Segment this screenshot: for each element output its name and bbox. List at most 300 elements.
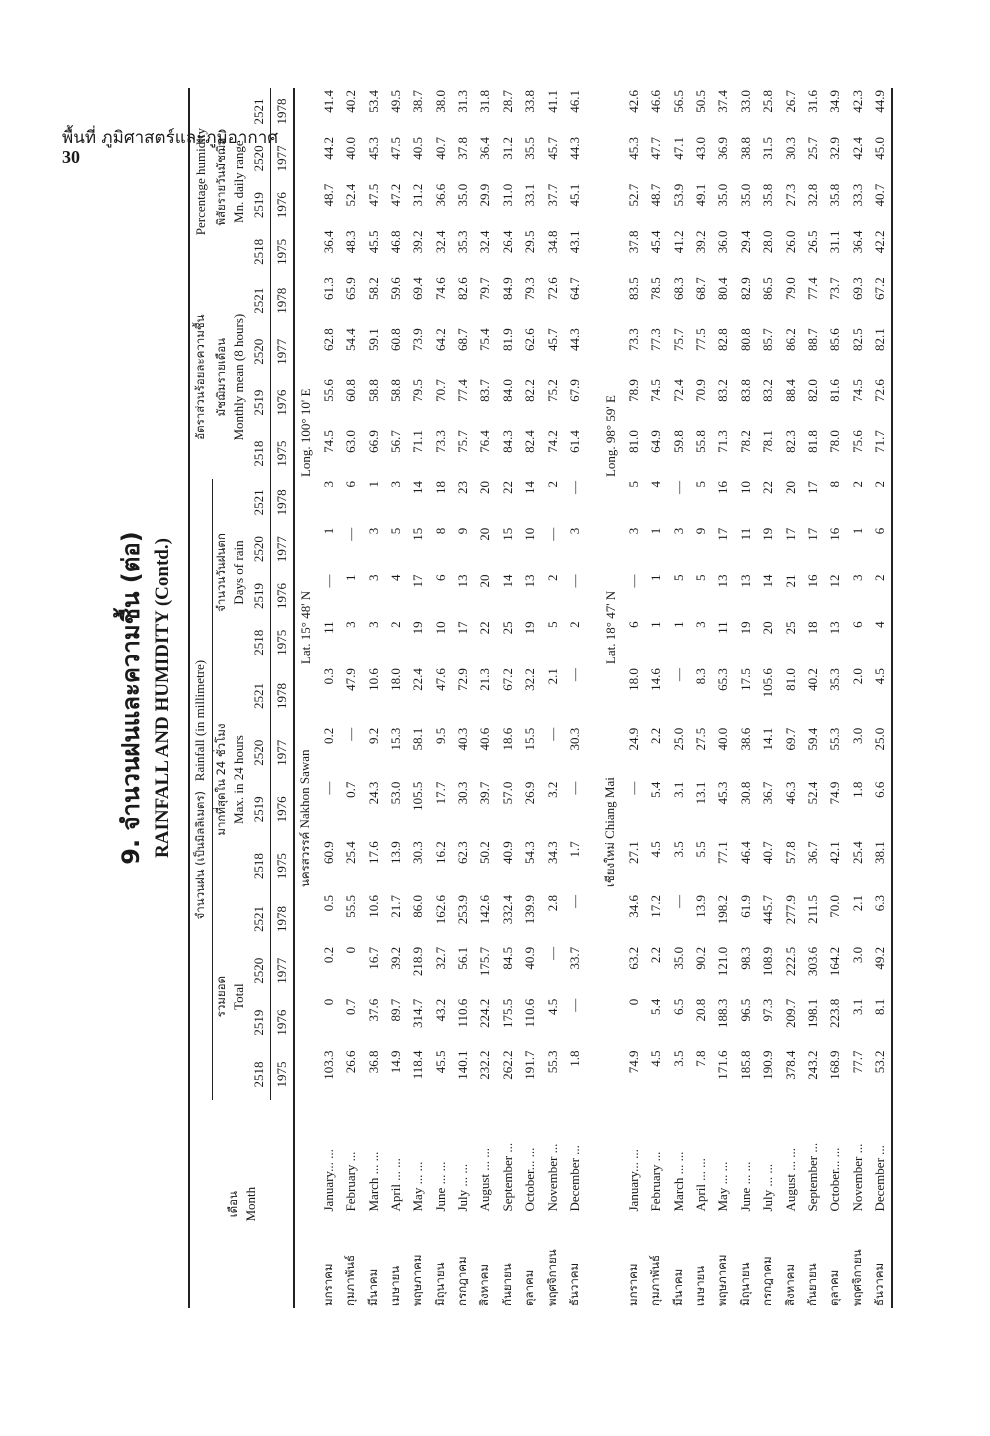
table-row	[362, 88, 384, 1308]
total-cell: 262.2	[499, 1050, 515, 1080]
mean-cell: 62.8	[320, 328, 336, 351]
range-cell: 29.5	[522, 230, 538, 254]
month-thai: มกราคม	[625, 1263, 640, 1306]
total-cell: 243.2	[804, 1050, 820, 1080]
days-cell: 19	[737, 621, 753, 635]
table-row	[564, 88, 586, 1308]
table-row	[541, 88, 563, 1308]
range-cell: 45.5	[365, 230, 381, 254]
max-cell: 17.6	[365, 841, 381, 864]
month-english: May ... ...	[715, 1161, 731, 1212]
total-cell: 3.0	[849, 946, 865, 964]
mean-header: มัชฌิมรายเดือน Monthly mean (8 hours)	[214, 313, 247, 441]
range-cell: 56.5	[670, 90, 686, 113]
table-row	[318, 88, 340, 1308]
blank-cell	[294, 997, 317, 1049]
month-thai: สิงหาคม	[477, 1264, 492, 1306]
total-cell: 118.4	[410, 1050, 426, 1080]
table-row	[802, 88, 824, 1308]
month-english: October... ...	[522, 1147, 538, 1212]
mean-cell: 67.9	[567, 379, 583, 402]
mean-cell: 64.7	[567, 277, 583, 300]
total-cell: 253.9	[455, 895, 471, 925]
max-cell: —	[320, 781, 336, 795]
total-cell: —	[567, 895, 583, 909]
total-cell: 175.7	[477, 946, 493, 977]
blank-cell	[294, 1100, 317, 1213]
total-cell: 55.3	[544, 1050, 560, 1074]
total-cell: 34.6	[625, 895, 641, 918]
total-cell: 63.2	[625, 946, 641, 970]
days-cell: 25	[499, 621, 515, 635]
mean-cell: 78.9	[625, 379, 641, 402]
total-cell: 37.6	[365, 998, 381, 1022]
month-thai: พฤษภาคม	[715, 1254, 730, 1306]
total-cell: 89.7	[387, 998, 403, 1022]
mean-cell: 75.7	[455, 430, 471, 453]
range-cell: 39.2	[410, 230, 426, 254]
days-cell: 1	[365, 481, 381, 488]
year-ad-header: 1978	[273, 489, 289, 516]
max-cell: 1.7	[567, 841, 583, 858]
days-cell: —	[567, 481, 583, 495]
mean-cell: 66.9	[365, 430, 381, 453]
days-cell: 22	[477, 621, 493, 635]
max-cell: 30.3	[410, 841, 426, 864]
days-cell: 17	[455, 621, 471, 635]
range-cell: 37.8	[625, 230, 641, 254]
mean-cell: 71.1	[410, 430, 426, 453]
max-cell: 52.4	[804, 781, 820, 805]
total-cell: 175.5	[499, 998, 515, 1028]
max-cell: 65.3	[715, 668, 731, 691]
range-cell: 31.3	[455, 90, 471, 113]
max-cell: 40.3	[455, 727, 471, 751]
mean-cell: 81.8	[804, 430, 820, 453]
mean-cell: 83.5	[625, 277, 641, 300]
days-cell: 6	[872, 527, 888, 535]
mean-cell: 72.6	[544, 277, 560, 300]
total-cell: 211.5	[804, 895, 820, 924]
days-cell: —	[343, 527, 359, 541]
max-cell: 40.2	[804, 668, 820, 691]
mean-cell: 78.2	[737, 430, 753, 453]
table-row	[340, 88, 362, 1308]
max-cell: 14.6	[648, 668, 664, 691]
max-header: มากที่สุดใน 24 ชั่วโมง Max. in 24 hours	[214, 723, 247, 836]
mean-cell: 76.4	[477, 430, 493, 453]
range-cell: 36.6	[432, 183, 448, 207]
mean-cell: 77.5	[693, 328, 708, 351]
days-cell: 3	[343, 621, 359, 628]
range-cell: 29.4	[737, 230, 753, 254]
month-english: October... ...	[827, 1147, 843, 1212]
max-cell: 24.9	[625, 727, 641, 751]
days-cell: 22	[760, 481, 776, 495]
total-header: รวมยอด Total	[214, 976, 247, 1018]
total-cell: 314.7	[410, 998, 426, 1028]
range-cell: 26.4	[499, 230, 515, 254]
mean-cell: 71.3	[715, 430, 731, 453]
month-header	[189, 1100, 294, 1308]
total-cell: 6.3	[872, 895, 888, 912]
year-ad-header: 1978	[273, 287, 289, 314]
range-cell: 50.5	[693, 90, 708, 113]
max-cell: 27.5	[693, 727, 708, 751]
month-thai: สิงหาคม	[782, 1264, 797, 1306]
days-cell: 3	[365, 574, 381, 582]
table-row	[385, 88, 407, 1308]
mean-cell: 86.5	[760, 277, 776, 300]
mean-cell: 79.7	[477, 277, 493, 300]
max-cell: 4.5	[648, 841, 664, 858]
days-cell: 3	[693, 621, 708, 628]
mean-cell: 86.2	[782, 328, 798, 351]
month-english: January... ...	[320, 1149, 336, 1212]
days-cell: 19	[760, 527, 776, 541]
max-cell: 2.0	[849, 668, 865, 685]
mean-cell: 61.3	[320, 277, 336, 300]
mean-cell: 67.2	[872, 277, 888, 300]
max-cell: 38.6	[737, 727, 753, 751]
days-cell: 4	[387, 574, 403, 582]
max-cell: 72.9	[455, 668, 471, 691]
table-row	[869, 88, 892, 1308]
max-cell: 24.3	[365, 781, 381, 805]
max-cell: 40.9	[499, 841, 515, 864]
max-cell: 47.9	[343, 668, 359, 691]
days-cell: 13	[827, 621, 843, 635]
table-row	[407, 88, 429, 1308]
range-cell: 38.8	[737, 136, 753, 160]
max-cell: 45.3	[715, 781, 731, 805]
max-cell: 47.6	[432, 668, 448, 691]
max-cell: 25.4	[849, 841, 865, 864]
mean-cell: 69.4	[410, 277, 426, 300]
range-cell: 40.7	[872, 183, 888, 207]
month-thai: ตุลาคม	[522, 1269, 537, 1306]
mean-cell: 56.7	[387, 430, 403, 453]
mean-cell: 55.6	[320, 379, 336, 402]
total-cell: 49.2	[872, 946, 888, 970]
max-cell: 57.8	[782, 841, 798, 864]
month-english: August ... ...	[782, 1147, 798, 1212]
table-title-thai: 9. จำนวนฝนและความชื้น (ต่อ)	[117, 531, 145, 865]
max-cell: 40.7	[760, 841, 776, 864]
days-cell: 13	[737, 574, 753, 588]
table-row	[430, 88, 452, 1308]
range-cell: 28.0	[760, 230, 776, 254]
mean-cell: 88.7	[804, 328, 820, 351]
month-english: February ...	[648, 1151, 664, 1212]
total-cell: 36.8	[365, 1050, 381, 1074]
days-cell: 17	[410, 574, 426, 588]
total-cell: 222.5	[782, 946, 798, 977]
max-cell: 1.8	[849, 781, 865, 798]
max-cell: 46.3	[782, 781, 798, 805]
days-cell: 20	[477, 481, 493, 495]
range-cell: 31.0	[499, 183, 515, 207]
range-cell: 44.3	[567, 136, 583, 160]
range-cell: 44.2	[320, 136, 336, 160]
mean-cell: 70.7	[432, 379, 448, 402]
mean-cell: 74.5	[849, 379, 865, 402]
days-cell: 20	[477, 527, 493, 541]
total-cell: 108.9	[760, 946, 776, 977]
month-thai: กุมภาพันธ์	[648, 1254, 663, 1306]
range-cell: 34.8	[544, 230, 560, 254]
year-be-header: 2520	[250, 536, 266, 563]
mean-cell: 79.3	[522, 277, 538, 300]
days-cell: 2	[567, 621, 583, 628]
mean-cell: 44.3	[567, 328, 583, 351]
range-cell: 48.3	[343, 230, 359, 254]
range-cell: 53.9	[670, 183, 686, 207]
mean-cell: 59.8	[670, 430, 686, 453]
max-cell: 39.7	[477, 781, 493, 805]
days-cell: 5	[387, 527, 403, 535]
month-header-english: Month	[242, 1186, 258, 1222]
month-thai: มีนาคม	[365, 1268, 380, 1306]
mean-cell: 81.6	[827, 379, 843, 402]
blank-cell	[600, 997, 622, 1049]
max-cell: 67.2	[499, 668, 515, 691]
mean-cell: 78.0	[827, 430, 843, 453]
mean-cell: 83.2	[715, 379, 731, 402]
mean-cell: 74.5	[648, 379, 664, 402]
blank-cell	[600, 228, 622, 275]
max-cell: 15.3	[387, 727, 403, 751]
mean-cell: 73.9	[410, 328, 426, 351]
range-cell: 42.2	[872, 230, 888, 254]
days-cell: 5	[670, 574, 686, 582]
range-cell: 31.8	[477, 90, 493, 113]
range-cell: 40.7	[432, 136, 448, 160]
month-thai: มิถุนายน	[432, 1262, 447, 1306]
range-cell: 26.7	[782, 90, 798, 113]
days-cell: 18	[804, 621, 820, 635]
max-cell: 8.3	[693, 668, 708, 685]
days-cell: 14	[410, 481, 426, 495]
month-english: November ...	[544, 1143, 560, 1212]
total-cell: 6.5	[670, 998, 686, 1015]
max-cell: —	[625, 781, 641, 795]
days-cell: 3	[849, 574, 865, 582]
month-thai: มกราคม	[320, 1263, 335, 1306]
year-be-header: 2519	[250, 1009, 266, 1036]
max-cell: 18.0	[387, 668, 403, 691]
range-cell: 41.4	[320, 90, 336, 113]
blank-cell	[294, 228, 317, 275]
mean-cell: 70.9	[693, 379, 708, 402]
month-thai: มิถุนายน	[737, 1262, 752, 1306]
days-cell: 10	[737, 481, 753, 495]
total-cell: 188.3	[715, 998, 731, 1028]
total-cell: —	[567, 998, 583, 1012]
range-cell: 47.1	[670, 136, 686, 160]
days-cell: 1	[320, 527, 336, 535]
max-cell: 17.7	[432, 781, 448, 805]
month-english: December ...	[567, 1145, 583, 1212]
range-cell: 46.8	[387, 230, 403, 254]
days-cell: —	[567, 574, 583, 588]
total-cell: 110.6	[455, 998, 471, 1028]
max-cell: 105.5	[410, 781, 426, 811]
days-cell: 1	[648, 621, 664, 628]
year-ad-header: 1975	[273, 629, 289, 656]
rainfall-header-english: Rainfall (in millimetre)	[192, 659, 208, 782]
days-cell: —	[670, 481, 686, 495]
days-cell: 1	[648, 527, 664, 535]
days-cell: 14	[499, 574, 515, 588]
mean-cell: 78.1	[760, 430, 776, 453]
days-cell: 11	[320, 621, 336, 634]
mean-cell: 85.6	[827, 328, 843, 351]
max-cell: 0.7	[343, 781, 359, 798]
days-cell: 2	[872, 481, 888, 488]
year-be-header: 2520	[250, 338, 266, 365]
range-cell: 35.8	[760, 183, 776, 207]
total-cell: 45.5	[432, 1050, 448, 1074]
days-cell: 3	[320, 481, 336, 488]
blank-cell	[600, 1049, 622, 1101]
table-row	[757, 88, 779, 1308]
max-cell: 16.2	[432, 841, 448, 864]
max-cell: 50.2	[477, 841, 493, 864]
total-cell: 43.2	[432, 998, 448, 1022]
total-cell: 139.9	[522, 895, 538, 925]
blank-cell	[600, 1100, 622, 1213]
days-cell: 6	[343, 481, 359, 488]
month-english: January... ...	[625, 1149, 641, 1212]
total-cell: 223.8	[827, 998, 843, 1028]
mean-cell: 82.6	[455, 277, 471, 300]
range-cell: 45.3	[365, 136, 381, 160]
max-cell: 13.1	[693, 781, 708, 805]
mean-cell: 75.2	[544, 379, 560, 402]
days-cell: 13	[715, 574, 731, 588]
month-thai: พฤศจิกายน	[544, 1249, 559, 1306]
range-cell: 25.8	[760, 90, 776, 113]
mean-cell: 82.3	[782, 430, 798, 453]
mean-cell: 75.4	[477, 328, 493, 351]
days-cell: 12	[827, 574, 843, 588]
days-cell: 5	[693, 481, 708, 488]
mean-cell: 77.3	[648, 328, 664, 351]
range-cell: 32.9	[827, 136, 843, 160]
max-cell: 2.1	[544, 668, 560, 685]
mean-cell: 85.7	[760, 328, 776, 351]
blank-cell	[294, 945, 317, 997]
total-cell: 0.2	[320, 946, 336, 964]
range-cell: 47.5	[387, 136, 403, 160]
year-be-header: 2520	[250, 145, 266, 172]
total-cell: 61.9	[737, 895, 753, 918]
max-cell: 25.4	[343, 841, 359, 864]
days-cell: 16	[804, 574, 820, 588]
range-cell: 32.8	[804, 183, 820, 207]
mean-cell: 55.8	[693, 430, 708, 453]
station-row	[294, 88, 317, 1308]
mean-cell: 63.0	[343, 430, 359, 453]
month-thai: กรกฎาคม	[455, 1256, 470, 1306]
table-row	[474, 88, 496, 1308]
days-cell: 11	[737, 527, 753, 541]
max-cell: 14.1	[760, 727, 776, 751]
total-cell: 218.9	[410, 946, 426, 977]
max-cell: 40.6	[477, 727, 493, 751]
total-cell: 4.5	[544, 998, 560, 1015]
station-longitude: Long. 98° 59' E	[603, 395, 619, 478]
days-cell: 17	[715, 527, 731, 541]
days-cell: 5	[625, 481, 641, 488]
blank-cell	[294, 182, 317, 229]
mean-cell: 64.2	[432, 328, 448, 351]
max-cell: 60.9	[320, 841, 336, 864]
month-thai: พฤษภาคม	[410, 1254, 425, 1306]
days-cell: 10	[522, 527, 538, 541]
total-cell: 2.1	[849, 895, 865, 912]
mean-cell: 59.1	[365, 328, 381, 351]
range-cell: 33.0	[737, 90, 753, 113]
days-cell: 13	[455, 574, 471, 588]
table-row	[779, 88, 801, 1308]
mean-cell: 61.4	[567, 430, 583, 453]
range-cell: 35.0	[455, 183, 471, 207]
total-cell: 98.3	[737, 946, 753, 970]
max-cell: 18.6	[499, 727, 515, 751]
range-cell: 44.9	[872, 90, 888, 113]
month-thai: กันยายน	[804, 1263, 819, 1306]
range-cell: 43.1	[567, 230, 583, 254]
page-number: 30	[62, 146, 80, 167]
max-cell: 6.6	[872, 781, 888, 798]
range-cell: 31.6	[804, 90, 820, 113]
mean-cell: 81.0	[625, 430, 641, 453]
year-ad-header: 1976	[273, 1009, 289, 1036]
days-cell: —	[625, 574, 641, 588]
year-ad-header: 1978	[273, 98, 289, 125]
month-thai: กุมภาพันธ์	[343, 1254, 358, 1306]
year-be-header: 2520	[250, 739, 266, 766]
max-cell: 5.4	[648, 781, 664, 798]
range-cell: 37.4	[715, 90, 731, 113]
max-cell: 36.7	[804, 841, 820, 864]
year-be-header: 2521	[250, 98, 266, 125]
range-cell: 46.6	[648, 90, 664, 113]
month-thai: ตุลาคม	[827, 1269, 842, 1306]
month-thai: ธันวาคม	[567, 1262, 582, 1306]
max-cell: 17.5	[737, 668, 753, 691]
max-cell: 25.0	[670, 727, 686, 751]
year-be-header: 2521	[250, 682, 266, 709]
max-cell: 58.1	[410, 727, 426, 751]
table-row	[519, 88, 541, 1308]
blank-cell	[294, 1049, 317, 1101]
max-cell: 25.0	[872, 727, 888, 751]
total-cell: —	[670, 895, 686, 909]
total-cell: 2.2	[648, 946, 664, 964]
year-ad-header: 1976	[273, 796, 289, 823]
max-cell: 81.0	[782, 668, 798, 691]
total-cell: 97.3	[760, 998, 776, 1022]
total-cell: 2.8	[544, 895, 560, 912]
days-cell: 1	[849, 527, 865, 535]
mean-cell: 82.2	[522, 379, 538, 402]
total-cell: 1.8	[567, 1050, 583, 1067]
mean-cell: 45.7	[544, 328, 560, 351]
range-cell: 25.7	[804, 136, 820, 160]
